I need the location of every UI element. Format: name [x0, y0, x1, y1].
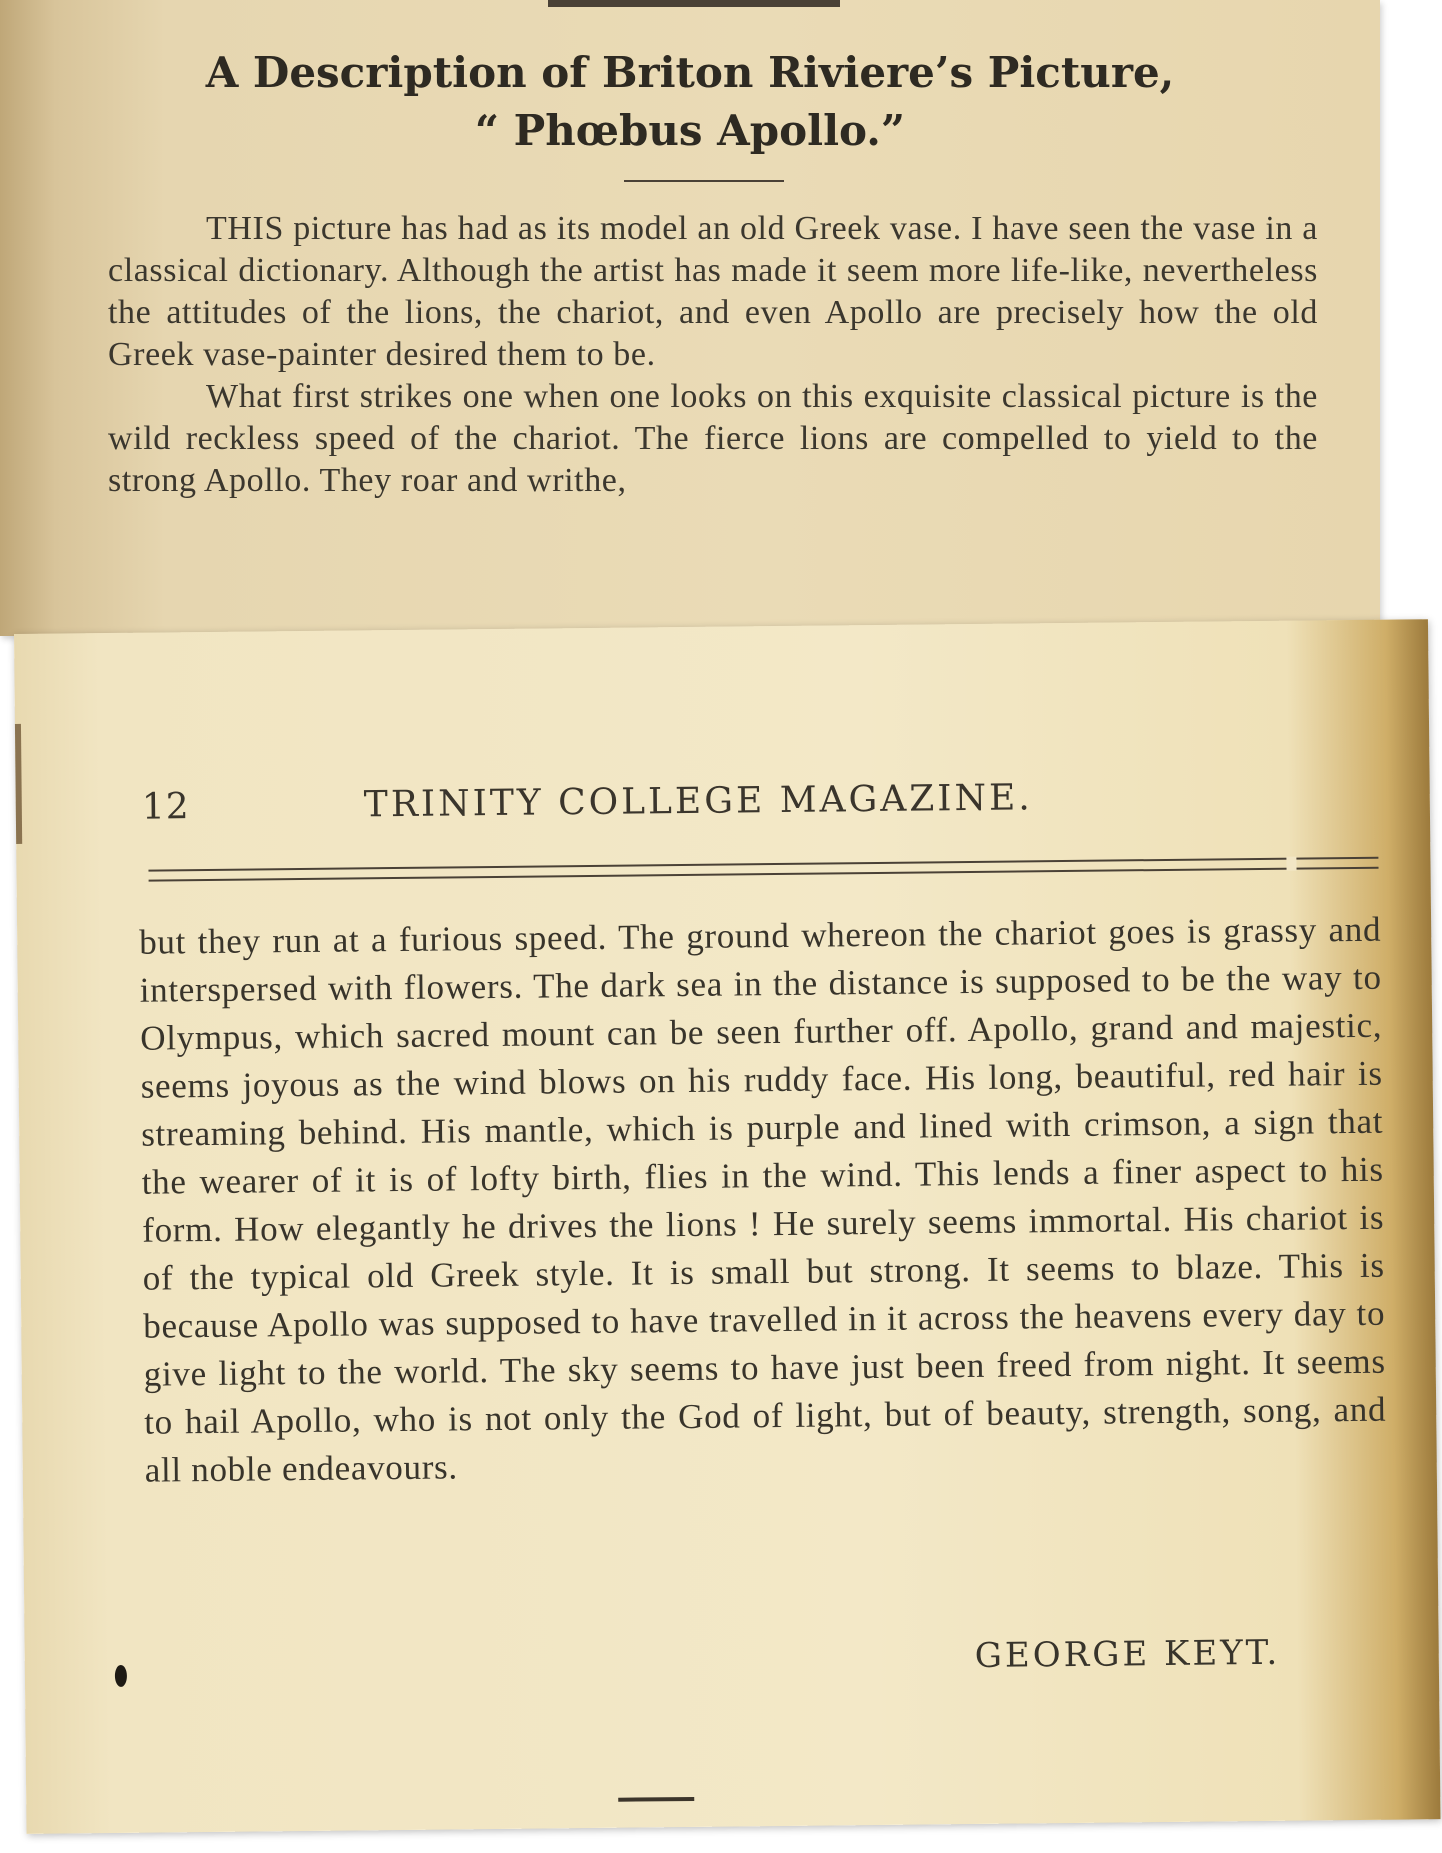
running-head: [142, 776, 1182, 837]
title-line-1: A Description of Briton Riviere’s Picture,: [205, 48, 1175, 97]
article-body: but they run at a furious speed. The ground whereon the chariot goes is grassy and interspersed with flowers. The dark sea in the distance is supposed to be the way to Olympus, which sacred mount can be seen further off. Apollo, grand and majestic, seems joyous as the wind blows on his ruddy face. His long, beautiful, red hair is streaming behind. His mantle, which is purple and lined with crimson, a sign that the wearer of it is of lofty birth, flies in the wind. This lends a finer aspect to his form. How elegantly he drives the lions ! He surely seems immortal. His chariot is of the typical old Greek style. It is small but strong. It seems to blaze. This is because Apollo was supposed to have travelled in it across the heavens every day to give light to the world. The sky seems to have just been freed from night. It seems to hail Apollo, who is not only the God of light, but of beauty, strength, song, and all noble endeavours.: [139, 909, 1387, 1490]
article-title: [140, 44, 1240, 160]
paragraph-2: What first strikes one when one looks on this exquisite classical picture is the wild reckless speed of the chariot. The fierce lions are compelled to yield to the strong Apollo. They roar and writhe,: [108, 378, 1318, 499]
paragraph-1: THIS picture has had as its model an old Greek vase. I have seen the vase in a classical dictionary. Although the artist has made it seem more life-like, nevertheless the attitudes of the lions, the chariot, and even Apollo are precisely how the old Greek vase-painter desired them to be.: [108, 210, 1318, 373]
page-number: 12: [141, 786, 190, 828]
magazine-page: [14, 619, 1440, 1834]
clipping-text: [108, 208, 1318, 502]
magazine-title: TRINITY COLLEGE MAGAZINE.: [363, 777, 1033, 826]
title-line-2: “ Phœbus Apollo.”: [474, 106, 906, 155]
title-divider: [624, 180, 784, 182]
rule-break: [1286, 857, 1296, 871]
top-clipping: [0, 0, 1380, 636]
author-signature: GEORGE KEYT.: [974, 1632, 1281, 1676]
ink-blot: [115, 1665, 127, 1687]
bottom-edge-mark: [618, 1797, 694, 1802]
page-edge-mark: [15, 724, 22, 844]
header-double-rule: [148, 857, 1378, 882]
top-edge-rule: [548, 0, 840, 7]
